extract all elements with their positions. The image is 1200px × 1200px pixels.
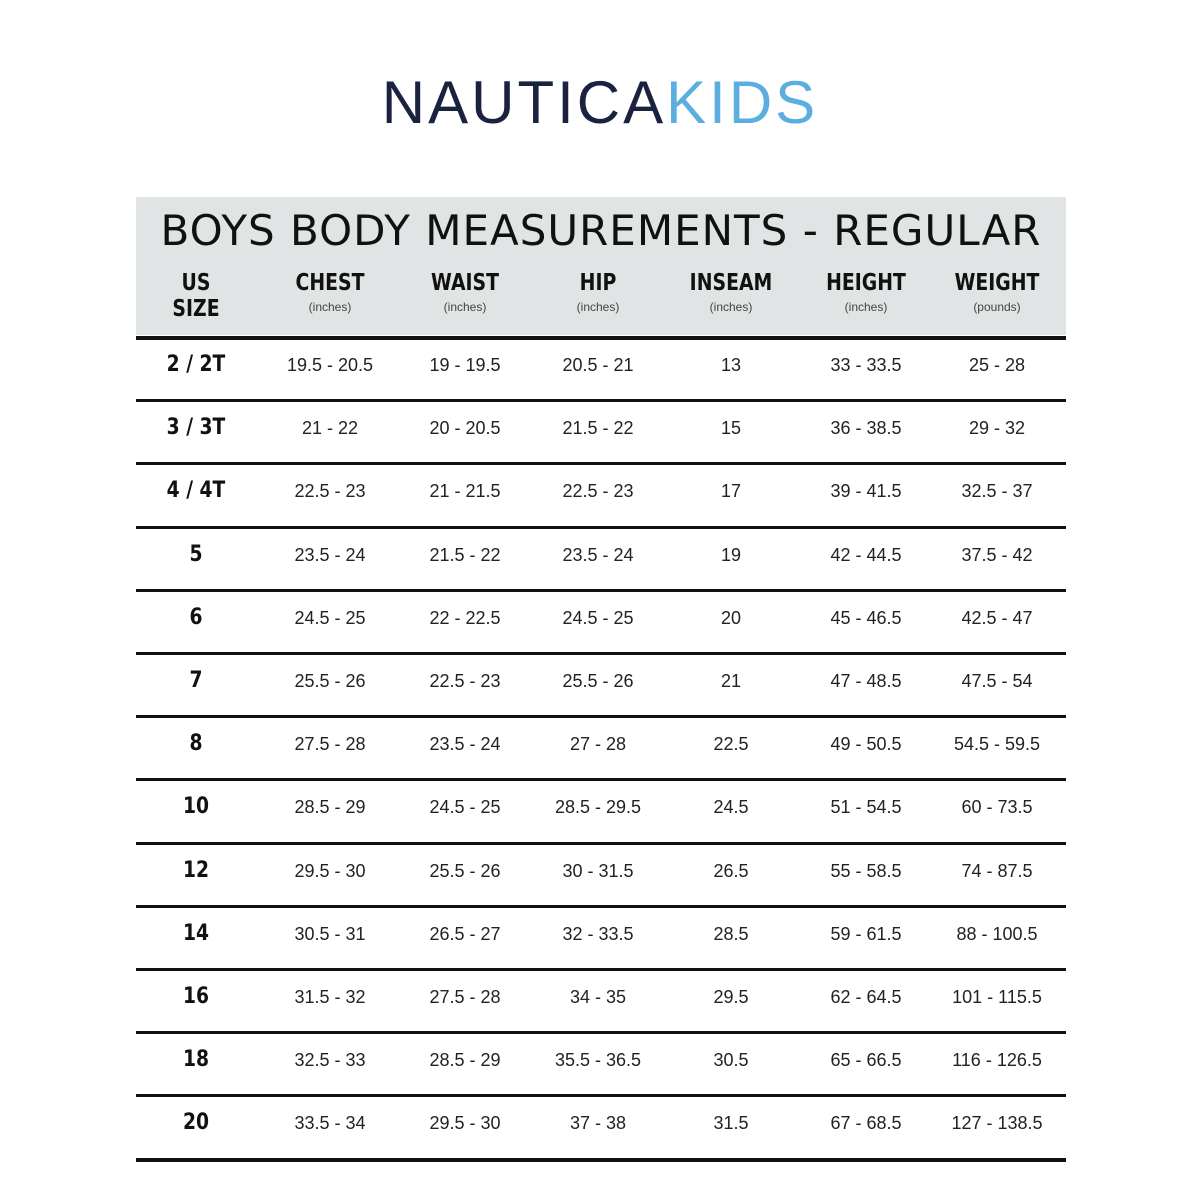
cell-weight: 60 - 73.5	[961, 797, 1033, 817]
row-divider	[136, 968, 1066, 971]
table-row	[136, 856, 1066, 886]
cell-hip: 20.5 - 21	[562, 355, 634, 375]
row-divider	[136, 1094, 1066, 1097]
cell-weight: 54.5 - 59.5	[953, 734, 1041, 754]
cell-waist: 22 - 22.5	[429, 608, 501, 628]
cell-weight: 25 - 28	[968, 355, 1026, 375]
cell-height: 42 - 44.5	[830, 545, 902, 565]
column-header-label: CHEST	[295, 270, 365, 296]
cell-size: 5	[189, 542, 203, 567]
cell-hip: 34 - 35	[569, 987, 627, 1007]
cell-inseam: 29.5	[713, 987, 749, 1007]
column-header-label: HIP	[579, 270, 617, 296]
cell-height: 33 - 33.5	[830, 355, 902, 375]
column-header-unit: (inches)	[576, 300, 620, 314]
column-header-unit: (pounds)	[973, 300, 1021, 314]
cell-waist: 19 - 19.5	[429, 355, 501, 375]
cell-inseam: 20	[720, 608, 742, 628]
cell-height: 47 - 48.5	[830, 671, 902, 691]
cell-waist: 23.5 - 24	[429, 734, 501, 754]
cell-hip: 25.5 - 26	[562, 671, 634, 691]
table-row	[136, 792, 1066, 822]
row-divider	[136, 652, 1066, 655]
row-divider	[136, 842, 1066, 845]
column-header-label: WAIST	[430, 270, 500, 296]
cell-chest: 25.5 - 26	[294, 671, 366, 691]
table-row	[136, 476, 1066, 506]
cell-height: 67 - 68.5	[830, 1113, 902, 1133]
cell-size: 6	[189, 605, 203, 630]
cell-hip: 37 - 38	[569, 1113, 627, 1133]
cell-hip: 23.5 - 24	[562, 545, 634, 565]
cell-height: 55 - 58.5	[830, 861, 902, 881]
column-header-unit: (inches)	[308, 300, 352, 314]
cell-waist: 20 - 20.5	[429, 418, 501, 438]
column-header-waist	[395, 270, 535, 316]
column-header-label: INSEAM	[689, 270, 773, 296]
cell-size: 18	[182, 1047, 210, 1072]
cell-weight: 42.5 - 47	[961, 608, 1033, 628]
cell-chest: 24.5 - 25	[294, 608, 366, 628]
column-header-label: HEIGHT	[826, 270, 906, 296]
row-divider	[136, 399, 1066, 402]
cell-chest: 27.5 - 28	[294, 734, 366, 754]
cell-height: 39 - 41.5	[830, 481, 902, 501]
column-header-hip	[528, 270, 668, 316]
cell-chest: 31.5 - 32	[294, 987, 366, 1007]
cell-weight: 32.5 - 37	[961, 481, 1033, 501]
cell-waist: 21 - 21.5	[429, 481, 501, 501]
table-row	[136, 603, 1066, 633]
cell-waist: 27.5 - 28	[429, 987, 501, 1007]
row-divider	[136, 1158, 1066, 1162]
cell-height: 49 - 50.5	[830, 734, 902, 754]
cell-waist: 22.5 - 23	[429, 671, 501, 691]
cell-weight: 74 - 87.5	[961, 861, 1033, 881]
cell-height: 45 - 46.5	[830, 608, 902, 628]
cell-size: 4 / 4T	[166, 478, 226, 503]
cell-waist: 28.5 - 29	[429, 1050, 501, 1070]
cell-hip: 28.5 - 29.5	[554, 797, 642, 817]
cell-inseam: 21	[720, 671, 742, 691]
cell-chest: 30.5 - 31	[294, 924, 366, 944]
cell-hip: 22.5 - 23	[562, 481, 634, 501]
row-divider	[136, 462, 1066, 465]
cell-chest: 32.5 - 33	[294, 1050, 366, 1070]
column-header-chest	[260, 270, 400, 316]
cell-hip: 32 - 33.5	[562, 924, 634, 944]
table-row	[136, 540, 1066, 570]
column-header-unit: (inches)	[443, 300, 487, 314]
cell-height: 36 - 38.5	[830, 418, 902, 438]
row-divider	[136, 1031, 1066, 1034]
logo-sub-text: KIDS	[666, 69, 819, 136]
cell-size: 14	[182, 921, 210, 946]
table-row	[136, 413, 1066, 443]
cell-inseam: 30.5	[713, 1050, 749, 1070]
cell-weight: 37.5 - 42	[961, 545, 1033, 565]
row-divider	[136, 778, 1066, 781]
cell-hip: 30 - 31.5	[562, 861, 634, 881]
column-header-size	[126, 270, 266, 322]
cell-chest: 28.5 - 29	[294, 797, 366, 817]
column-header-unit: (inches)	[844, 300, 888, 314]
cell-chest: 21 - 22	[301, 418, 359, 438]
cell-weight: 29 - 32	[968, 418, 1026, 438]
cell-inseam: 24.5	[713, 797, 749, 817]
column-header-label: WEIGHT	[954, 270, 1040, 296]
row-divider	[136, 589, 1066, 592]
cell-weight: 101 - 115.5	[952, 987, 1042, 1007]
cell-waist: 24.5 - 25	[429, 797, 501, 817]
table-row	[136, 666, 1066, 696]
cell-inseam: 17	[720, 481, 742, 501]
cell-waist: 21.5 - 22	[429, 545, 501, 565]
table-row	[136, 1108, 1066, 1138]
cell-hip: 21.5 - 22	[562, 418, 634, 438]
cell-height: 59 - 61.5	[830, 924, 902, 944]
table-row	[136, 350, 1066, 380]
cell-hip: 35.5 - 36.5	[554, 1050, 642, 1070]
cell-chest: 19.5 - 20.5	[286, 355, 374, 375]
cell-weight: 127 - 138.5	[951, 1113, 1043, 1133]
row-divider	[136, 336, 1066, 340]
cell-hip: 24.5 - 25	[562, 608, 634, 628]
cell-size: 16	[182, 984, 210, 1009]
cell-inseam: 31.5	[713, 1113, 749, 1133]
cell-height: 65 - 66.5	[830, 1050, 902, 1070]
cell-weight: 88 - 100.5	[956, 924, 1038, 944]
row-divider	[136, 715, 1066, 718]
cell-inseam: 13	[720, 355, 742, 375]
cell-inseam: 22.5	[713, 734, 749, 754]
cell-weight: 47.5 - 54	[961, 671, 1033, 691]
column-header-inseam	[661, 270, 801, 316]
cell-size: 2 / 2T	[166, 352, 226, 377]
cell-inseam: 19	[720, 545, 742, 565]
cell-height: 51 - 54.5	[830, 797, 902, 817]
cell-size: 20	[182, 1110, 210, 1135]
cell-hip: 27 - 28	[569, 734, 627, 754]
cell-weight: 116 - 126.5	[952, 1050, 1042, 1070]
cell-size: 3 / 3T	[166, 415, 226, 440]
brand-logo	[0, 70, 1200, 136]
column-header-unit: (inches)	[709, 300, 753, 314]
cell-chest: 33.5 - 34	[294, 1113, 366, 1133]
table-row	[136, 729, 1066, 759]
cell-chest: 22.5 - 23	[294, 481, 366, 501]
cell-inseam: 28.5	[713, 924, 749, 944]
cell-waist: 25.5 - 26	[429, 861, 501, 881]
cell-waist: 26.5 - 27	[429, 924, 501, 944]
table-row	[136, 1045, 1066, 1075]
cell-size: 12	[182, 858, 210, 883]
column-header-height	[796, 270, 936, 316]
cell-size: 8	[189, 731, 203, 756]
cell-size: 10	[182, 794, 210, 819]
cell-size: 7	[189, 668, 203, 693]
cell-chest: 23.5 - 24	[294, 545, 366, 565]
cell-waist: 29.5 - 30	[429, 1113, 501, 1133]
page-title: BOYS BODY MEASUREMENTS - REGULAR	[160, 206, 1042, 255]
row-divider	[136, 526, 1066, 529]
table-row	[136, 982, 1066, 1012]
cell-inseam: 15	[720, 418, 742, 438]
column-header-label: US SIZE	[172, 270, 220, 322]
cell-height: 62 - 64.5	[830, 987, 902, 1007]
cell-chest: 29.5 - 30	[294, 861, 366, 881]
cell-inseam: 26.5	[713, 861, 749, 881]
logo-brand-text: NAUTICA	[381, 69, 667, 136]
table-row	[136, 919, 1066, 949]
row-divider	[136, 905, 1066, 908]
column-header-weight	[927, 270, 1067, 316]
